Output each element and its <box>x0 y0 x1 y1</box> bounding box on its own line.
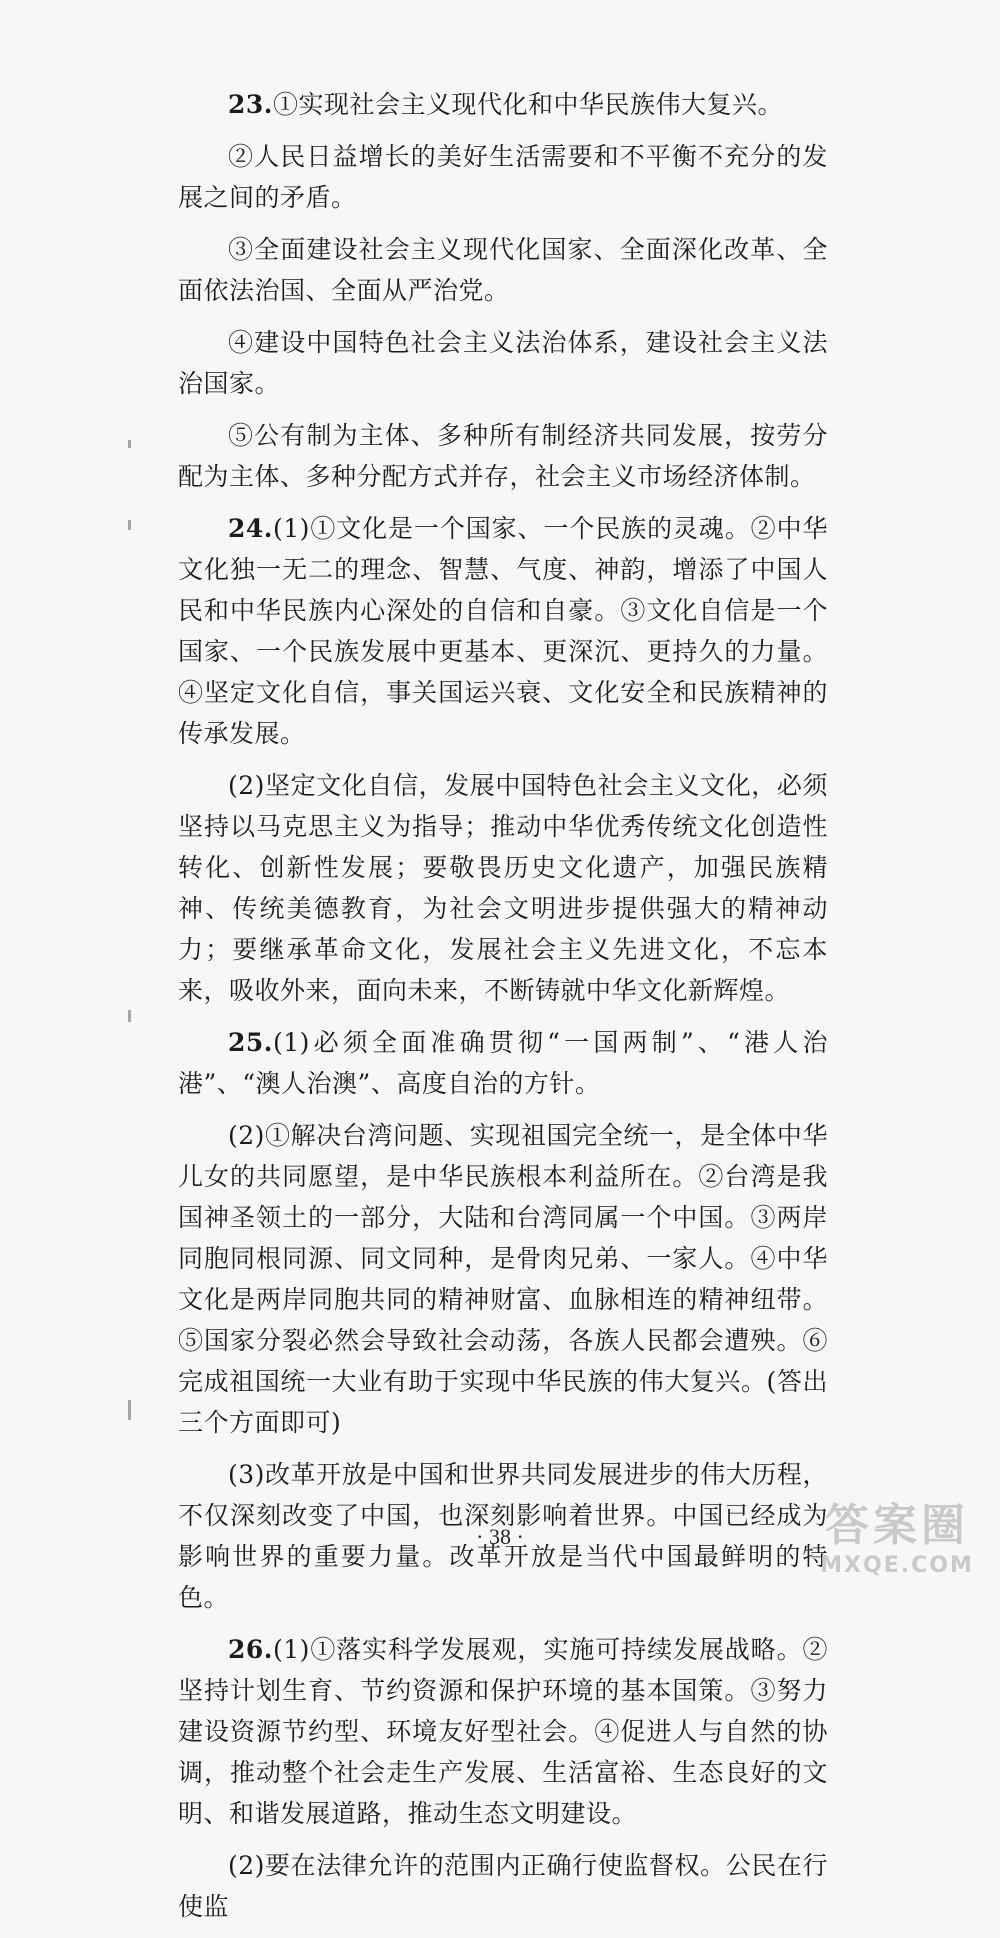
answer-paragraph <box>178 1629 828 1834</box>
paragraph-text: (1)①落实科学发展观，实施可持续发展战略。②坚持计划生育、节约资源和保护环境的基本国策。③努力建设资源节约型、环境友好型社会。④促进人与自然的协调，推动整个社会走生产发展、生活富裕、生态良好的文明、和谐发展道路，推动生态文明建设。 <box>178 1635 828 1828</box>
answer-paragraph <box>178 229 828 311</box>
answer-paragraph <box>178 322 828 404</box>
paragraph-text: ⑤公有制为主体、多种所有制经济共同发展，按劳分配为主体、多种分配方式并存，社会主义市场经济体制。 <box>178 421 828 491</box>
paragraph-text: ④建设中国特色社会主义法治体系，建设社会主义法治国家。 <box>178 328 828 398</box>
answer-paragraph <box>178 1115 828 1443</box>
question-number: 25. <box>228 1028 273 1057</box>
answer-paragraph <box>178 1845 828 1927</box>
paragraph-text: (1)必须全面准确贯彻“一国两制”、“港人治港”、“澳人治澳”、高度自治的方针。 <box>178 1028 828 1098</box>
scan-artifact <box>128 520 131 530</box>
paragraph-text: (3)改革开放是中国和世界共同发展进步的伟大历程，不仅深刻改变了中国，也深刻影响着世界。中国已经成为影响世界的重要力量。改革开放是当代中国最鲜明的特色。 <box>178 1460 828 1612</box>
page-number: · 38 · <box>476 1524 524 1549</box>
watermark-logo-text: 答案圈 <box>825 1500 969 1551</box>
answer-paragraph <box>178 415 828 497</box>
question-number: 23. <box>228 90 273 119</box>
answer-paragraph <box>178 84 828 125</box>
watermark-url: MXQE.COM <box>820 1553 974 1578</box>
paragraph-text: (1)①文化是一个国家、一个民族的灵魂。②中华文化独一无二的理念、智慧、气度、神韵，增添了中国人民和中华民族内心深处的自信和自豪。③文化自信是一个国家、一个民族发展中更基本、更深沉、更持久的力量。④坚定文化自信，事关国运兴衰、文化安全和民族精神的传承发展。 <box>178 514 828 748</box>
site-watermark <box>812 1489 982 1578</box>
scan-artifact <box>128 1010 131 1022</box>
paragraph-text: (2)要在法律允许的范围内正确行使监督权。公民在行使监 <box>178 1851 828 1921</box>
paragraph-text: (2)①解决台湾问题、实现祖国完全统一，是全体中华儿女的共同愿望，是中华民族根本利益所在。②台湾是我国神圣领土的一部分，大陆和台湾同属一个中国。③两岸同胞同根同源、同文同种，是骨肉兄弟、一家人。④中华文化是两岸同胞共同的精神财富、血脉相连的精神纽带。⑤国家分裂必然会导致社会动荡，各族人民都会遭殃。⑥完成祖国统一大业有助于实现中华民族的伟大复兴。(答出三个方面即可) <box>178 1121 828 1437</box>
answer-paragraph <box>178 765 828 1011</box>
question-number: 26. <box>228 1635 273 1664</box>
scan-artifact <box>128 440 131 448</box>
answer-paragraph <box>178 1022 828 1104</box>
paragraph-text: ②人民日益增长的美好生活需要和不平衡不充分的发展之间的矛盾。 <box>178 142 828 212</box>
paragraph-text: ③全面建设社会主义现代化国家、全面深化改革、全面依法治国、全面从严治党。 <box>178 235 828 305</box>
answer-text <box>178 84 828 1938</box>
question-number: 24. <box>228 514 273 543</box>
paragraph-text: (2)坚定文化自信，发展中国特色社会主义文化，必须坚持以马克思主义为指导；推动中华优秀传统文化创造性转化、创新性发展；要敬畏历史文化遗产，加强民族精神、传统美德教育，为社会文明进步提供强大的精神动力；要继承革命文化，发展社会主义先进文化，不忘本来，吸收外来，面向未来，不断铸就中华文化新辉煌。 <box>178 771 828 1005</box>
answer-paragraph <box>178 136 828 218</box>
paragraph-text: ①实现社会主义现代化和中华民族伟大复兴。 <box>273 90 784 119</box>
answer-paragraph <box>178 508 828 754</box>
scan-artifact <box>128 1400 131 1420</box>
